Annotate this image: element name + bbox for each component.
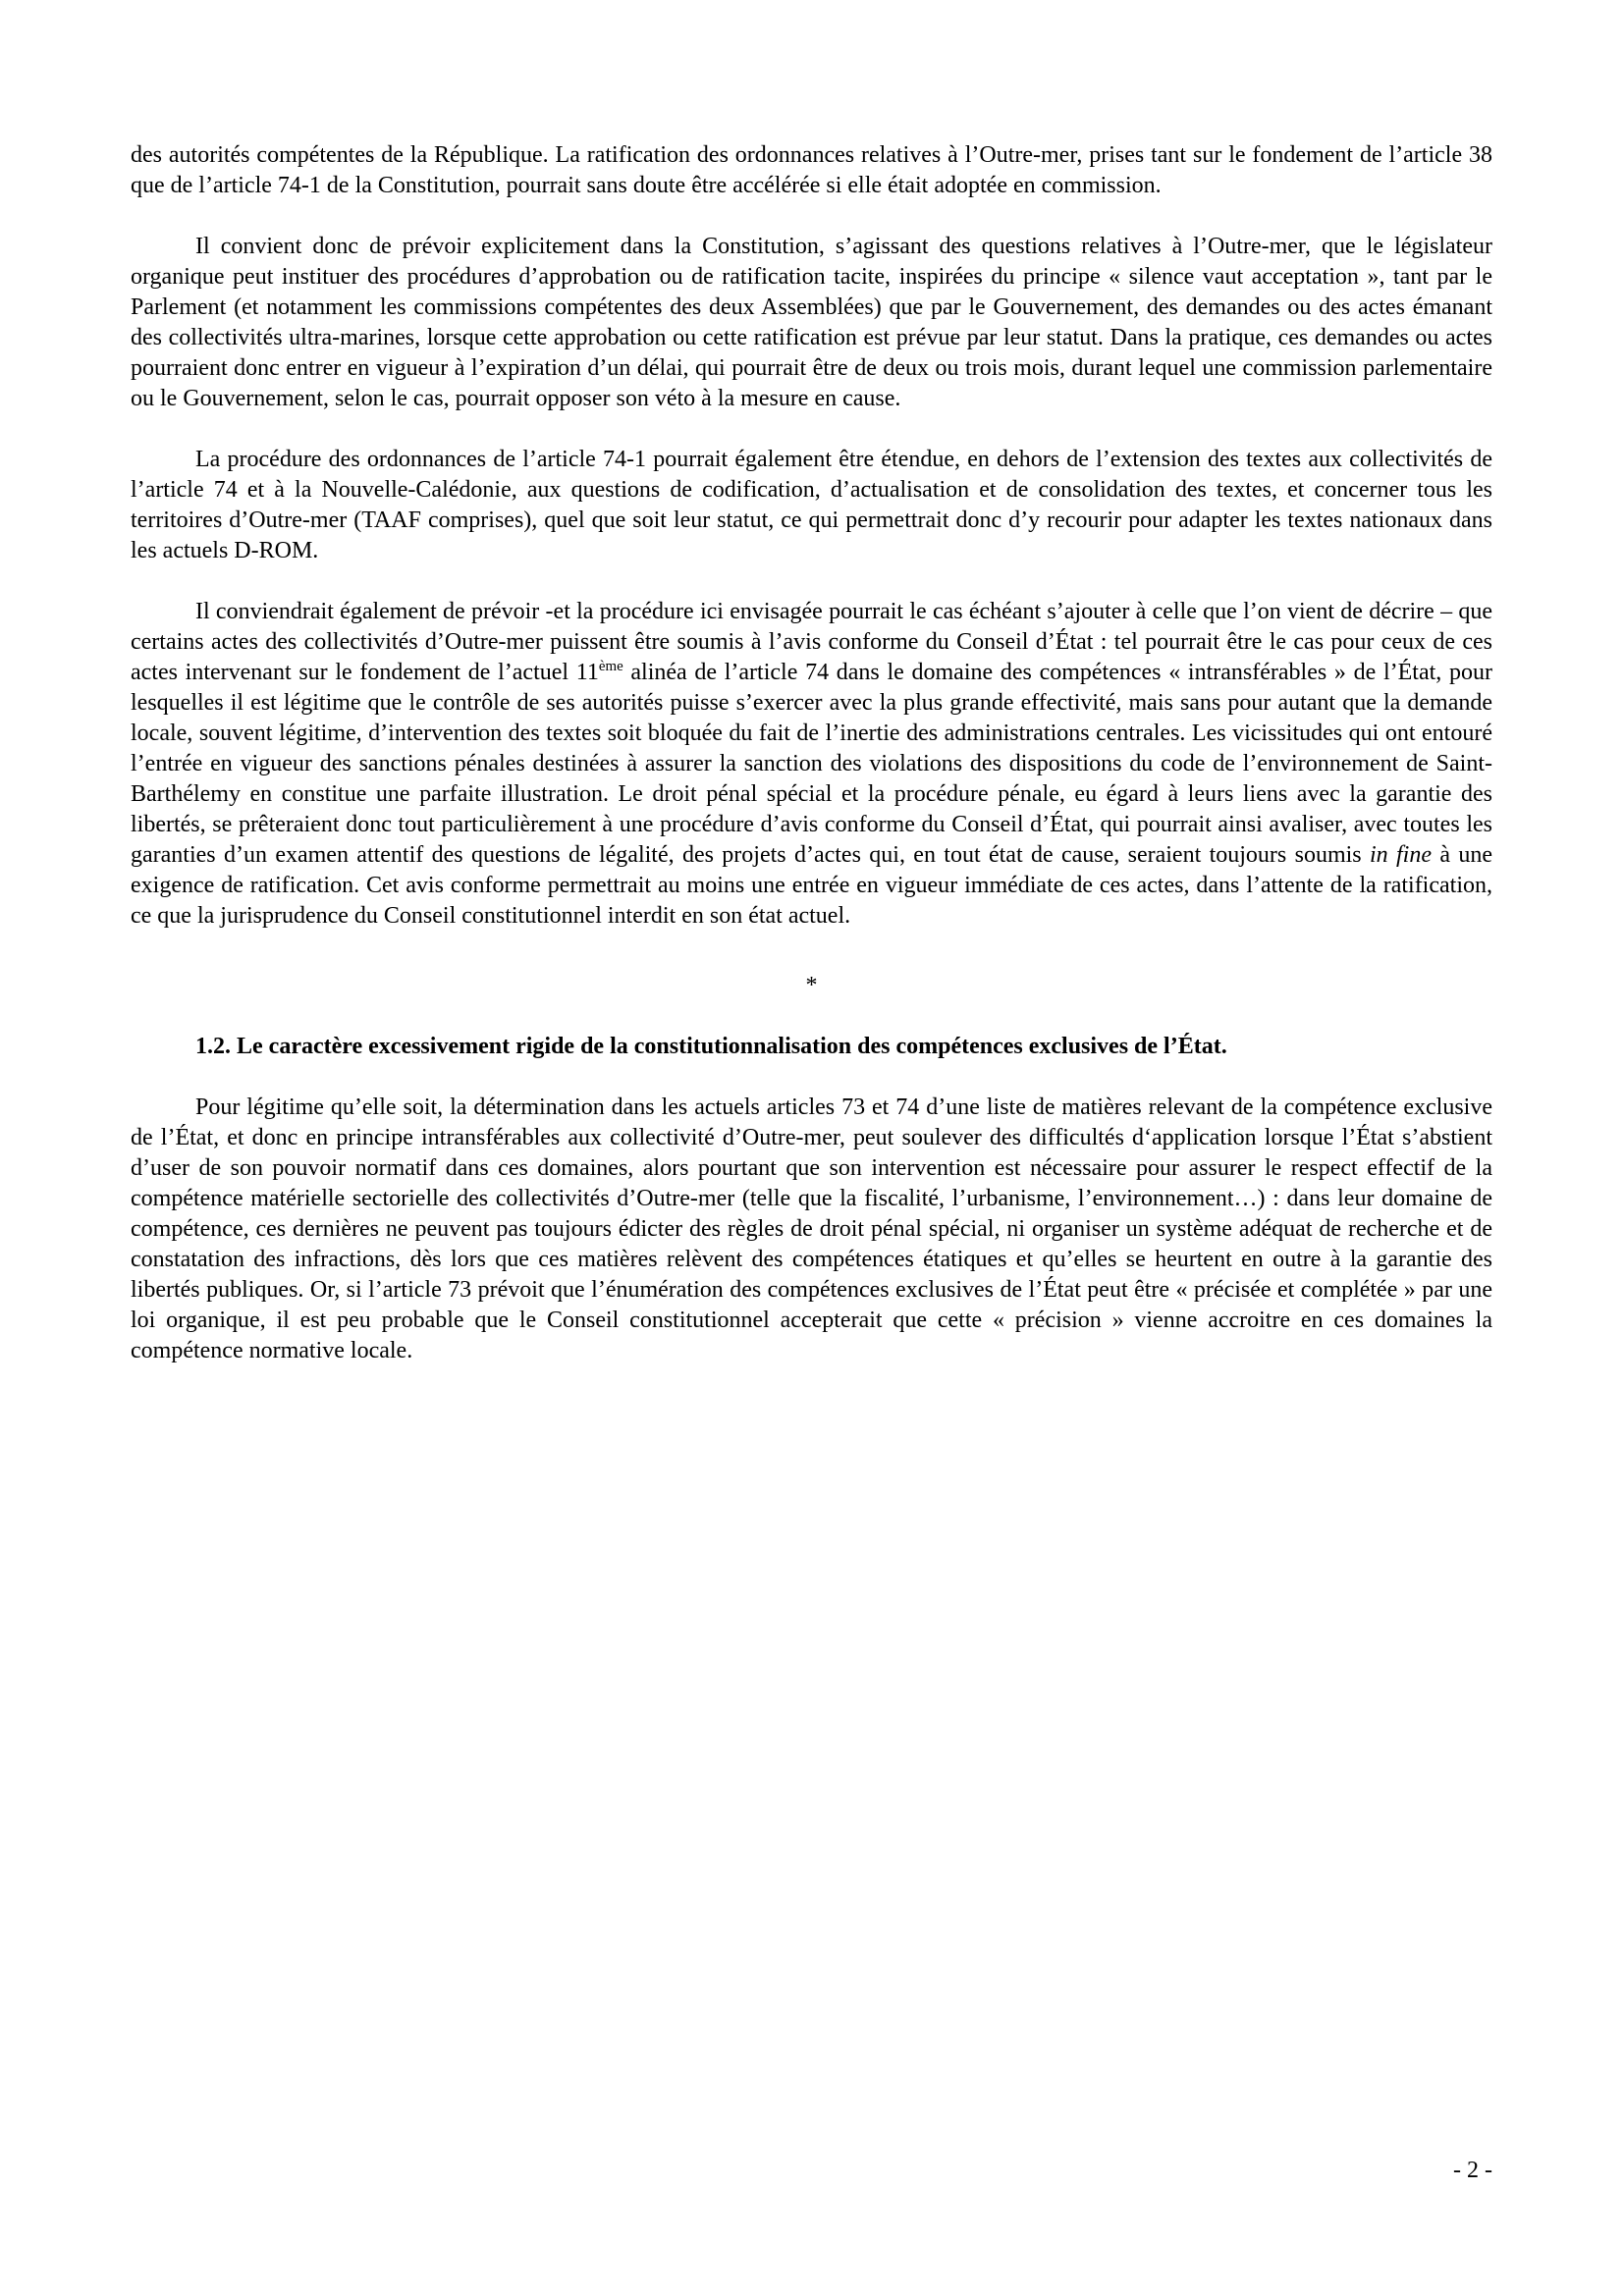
paragraph: Il convient donc de prévoir explicitement dans la Constitution, s’agissant des questions relatives à l’Outre-mer, que le législateur organique peut instituer des procédures d’approbation ou de ratification tacite, inspirées du principe « silence vaut acceptation », tant par le Parlement (et notamment les commissions compétentes des deux Assemblées) que par le Gouvernement, des demandes ou des actes émanant des collectivités ultra-marines, lorsque cette approbation ou cette ratification est prévue par leur statut. Dans la pratique, ces demandes ou actes pourraient donc entrer en vigueur à l’expiration d’un délai, qui pourrait être de deux ou trois mois, durant lequel une commission parlementaire ou le Gouvernement, selon le cas, pourrait opposer son véto à la mesure en cause. — [131, 234, 1492, 411]
paragraph: La procédure des ordonnances de l’article 74-1 pourrait également être étendue, en dehors de l’extension des textes aux collectivités de l’article 74 et à la Nouvelle-Calédonie, aux questions de codification, d’actualisation et de consolidation des textes, et concerner tous les territoires d’Outre-mer (TAAF comprises), quel que soit leur statut, ce qui permettrait donc d’y recourir pour adapter les textes nationaux dans les actuels D-ROM. — [131, 447, 1492, 563]
page-number: - 2 - — [1453, 2158, 1492, 2183]
section-separator: * — [805, 973, 818, 998]
section-heading: 1.2. Le caractère excessivement rigide de la constitutionnalisation des compétences exclusives de l’État. — [195, 1034, 1227, 1059]
document-body — [131, 140, 1492, 1397]
paragraph: Il conviendrait également de prévoir -et la procédure ici envisagée pourrait le cas échéant s’ajouter à celle que l’on vient de décrire – que certains actes des collectivités d’Outre-mer puissent être soumis à l’avis conforme du Conseil d’État : tel pourrait être le cas pour ceux de ces actes intervenant sur le fondement de l’actuel 11ème alinéa de l’article 74 dans le domaine des compétences « intransférables » de l’État, pour lesquelles il est légitime que le contrôle de ses autorités puisse s’exercer avec la plus grande effectivité, mais sans pour autant que la demande locale, souvent légitime, d’intervention des textes soit bloquée du fait de l’inertie des administrations centrales. Les vicissitudes qui ont entouré l’entrée en vigueur des sanctions pénales destinées à assurer la sanction des violations des dispositions du code de l’environnement de Saint-Barthélemy en constitue une parfaite illustration. Le droit pénal spécial et la procédure pénale, eu égard à leurs liens avec la garantie des libertés, se prêteraient donc tout particulièrement à une procédure d’avis conforme du Conseil d’État, qui pourrait ainsi avaliser, avec toutes les garanties d’un examen attentif des questions de légalité, des projets d’actes qui, en tout état de cause, seraient toujours soumis in fine à une exigence de ratification. Cet avis conforme permettrait au moins une entrée en vigueur immédiate de ces actes, dans l’attente de la ratification, ce que la jurisprudence du Conseil constitutionnel interdit en son état actuel. — [131, 599, 1493, 929]
paragraph: Pour légitime qu’elle soit, la détermination dans les actuels articles 73 et 74 d’une liste de matières relevant de la compétence exclusive de l’État, et donc en principe intransférables aux collectivité d’Outre-mer, peut soulever des difficultés d‘application lorsque l’État s’abstient d’user de son pouvoir normatif dans ces domaines, alors pourtant que son intervention est nécessaire pour assurer le respect effectif de la compétence matérielle sectorielle des collectivités d’Outre-mer (telle que la fiscalité, l’urbanisme, l’environnement…) : dans leur domaine de compétence, ces dernières ne peuvent pas toujours édicter des règles de droit pénal spécial, ni organiser un système adéquat de recherche et de constatation des infractions, dès lors que ces matières relèvent des compétences étatiques et qu’elles se heurtent en outre à la garantie des libertés publiques. Or, si l’article 73 prévoit que l’énumération des compétences exclusives de l’État peut être « précisée et complétée » par une loi organique, il est peu probable que le Conseil constitutionnel accepterait que cette « précision » vienne accroitre en ces domaines la compétence normative locale. — [131, 1095, 1492, 1363]
paragraph: des autorités compétentes de la République. La ratification des ordonnances relatives à l’Outre-mer, prises tant sur le fondement de l’article 38 que de l’article 74-1 de la Constitution, pourrait sans doute être accélérée si elle était adoptée en commission. — [131, 142, 1492, 198]
